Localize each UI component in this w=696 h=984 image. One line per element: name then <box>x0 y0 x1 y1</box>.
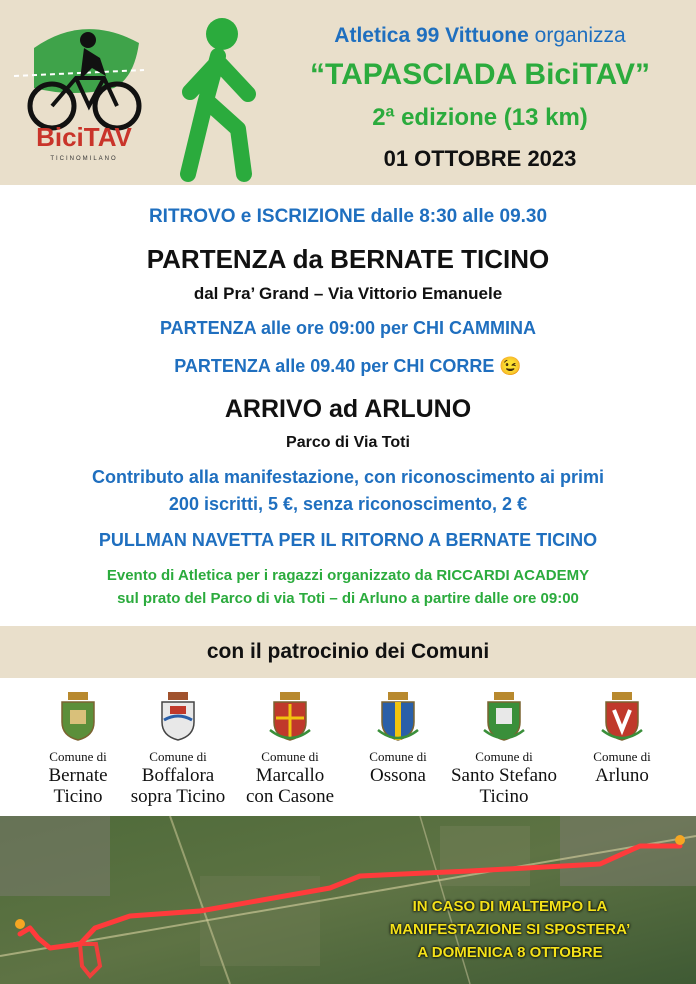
contributo-line1: Contributo alla manifestazione, con riconoscimento ai primi <box>91 467 605 487</box>
ritrovo-text: RITROVO e ISCRIZIONE dalle 8:30 alle 09.30 <box>148 206 548 227</box>
maltempo-line2: MANIFESTAZIONE SI SPOSTERA’ <box>389 921 631 938</box>
comune-santo-stefano <box>446 690 562 806</box>
arrivo-place: Parco di Via Toti <box>286 434 410 451</box>
comune-name-line1: Marcallo <box>255 765 325 786</box>
comune-prefix: Comune di <box>49 749 107 764</box>
comune-name-line2: con Casone <box>245 786 335 807</box>
comune-name-line1: Santo Stefano <box>450 765 558 786</box>
logo-subtext: TICINOMILANO <box>50 156 118 162</box>
partenza-walk: PARTENZA alle ore 09:00 per CHI CAMMINA <box>159 318 537 338</box>
pullman-text: PULLMAN NAVETTA PER IL RITORNO A BERNATE TICINO <box>98 530 598 550</box>
ossona-crest-icon <box>376 690 420 742</box>
comune-ossona <box>340 690 456 787</box>
event-date: 01 OTTOBRE 2023 <box>383 146 577 171</box>
comune-boffalora <box>120 690 236 806</box>
event-edition: 2ª edizione (13 km) <box>372 104 588 131</box>
comune-prefix: Comune di <box>593 749 651 764</box>
bernate-crest-icon <box>56 690 100 742</box>
comune-prefix: Comune di <box>149 749 207 764</box>
comune-arluno <box>564 690 680 787</box>
partenza-heading: PARTENZA da BERNATE TICINO <box>146 244 550 274</box>
patrocinio-text: con il patrocinio dei Comuni <box>206 640 490 663</box>
arrivo-heading: ARRIVO ad ARLUNO <box>224 395 472 423</box>
patrocinio-band <box>0 626 696 678</box>
comune-name-line1: Bernate <box>48 765 108 786</box>
boffalora-crest-icon <box>156 690 200 742</box>
partenza-run: PARTENZA alle 09.40 per CHI CORRE 😉 <box>174 356 522 376</box>
comune-marcallo <box>232 690 348 806</box>
comune-name-line1: Boffalora <box>141 765 215 786</box>
walking-person-icon <box>160 14 270 184</box>
comune-prefix: Comune di <box>369 749 427 764</box>
organizer-line <box>270 24 690 48</box>
start-marker-icon <box>15 919 25 929</box>
comune-name-line1: Arluno <box>595 765 649 786</box>
maltempo-line3: A DOMENICA 8 OTTOBRE <box>417 944 603 961</box>
header-band <box>0 0 696 185</box>
kids-line2: sul prato del Parco di via Toti – di Arluno a partire dalle ore 09:00 <box>117 590 579 607</box>
comune-prefix: Comune di <box>475 749 533 764</box>
comune-name-line1: Ossona <box>370 765 426 786</box>
comune-name-line2: Ticino <box>479 786 529 807</box>
organizer-name: Atletica 99 Vittuone <box>334 24 529 47</box>
logo-text: BiciTAV <box>36 122 132 152</box>
partenza-place: dal Pra’ Grand – Via Vittorio Emanuele <box>193 284 503 303</box>
comune-prefix: Comune di <box>261 749 319 764</box>
marcallo-crest-icon <box>268 690 312 742</box>
organizer-suffix: organizza <box>534 24 626 47</box>
kids-line1: Evento di Atletica per i ragazzi organizzato da RICCARDI ACADEMY <box>106 567 590 584</box>
arluno-crest-icon <box>600 690 644 742</box>
comune-bernate <box>20 690 136 806</box>
event-title: “TAPASCIADA BiciTAV” <box>309 58 650 91</box>
comune-name-line2: Ticino <box>53 786 103 807</box>
maltempo-line1: IN CASO DI MALTEMPO LA <box>412 898 608 915</box>
bicitav-logo <box>14 18 154 163</box>
contributo-line2: 200 iscritti, 5 €, senza riconoscimento, 2 € <box>168 494 528 514</box>
santo-stefano-crest-icon <box>482 690 526 742</box>
comune-name-line2: sopra Ticino <box>130 786 226 807</box>
finish-marker-icon <box>675 835 685 845</box>
